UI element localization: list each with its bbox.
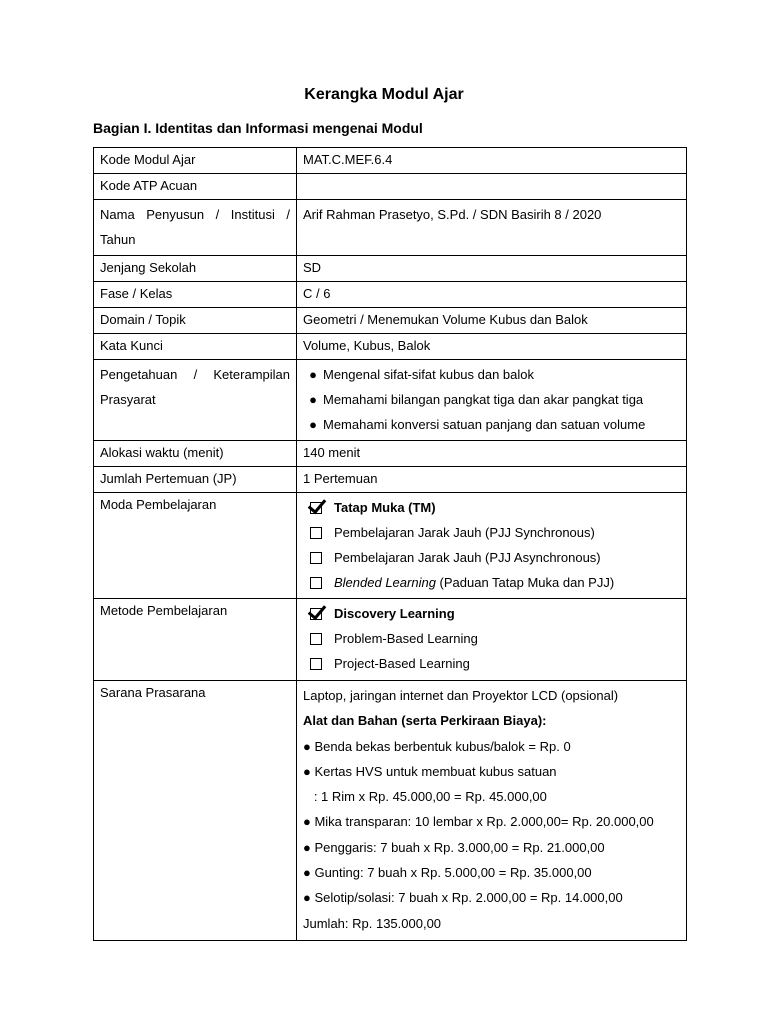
table-row [94, 256, 687, 282]
row-label-penyusun [94, 200, 297, 256]
table-row [94, 441, 687, 467]
moda-option-label: Tatap Muka (TM) [334, 499, 436, 515]
row-value-fase: C / 6 [297, 282, 687, 308]
row-label-fase: Fase / Kelas [94, 282, 297, 308]
sarana-line: ● Benda bekas berbentuk kubus/balok = Rp. 0 [303, 738, 571, 754]
blended-rest-text: (Paduan Tatap Muka dan PJJ) [435, 574, 615, 590]
prasyarat-item-2: Memahami bilangan pangkat tiga dan akar pangkat tiga [323, 392, 644, 407]
sarana-line: ● Selotip/solasi: 7 buah x Rp. 2.000,00 = Rp. 14.000,00 [303, 890, 623, 906]
prasyarat-label-line-1: Pengetahuan / Keterampilan [100, 367, 290, 382]
row-label-kode-atp: Kode ATP Acuan [94, 174, 297, 200]
metode-option-discovery[interactable] [303, 601, 680, 626]
blended-italic-text: Blended Learning [334, 574, 436, 590]
moda-option-tm[interactable] [303, 495, 680, 520]
table-row [94, 599, 687, 681]
sarana-line: ● Gunting: 7 buah x Rp. 5.000,00 = Rp. 35.000,00 [303, 865, 592, 881]
checkbox-checked-icon[interactable] [310, 502, 322, 514]
row-value-jenjang: SD [297, 256, 687, 282]
bullet-icon: ● [309, 392, 317, 407]
list-item [303, 387, 680, 412]
checkbox-empty-icon[interactable] [310, 577, 322, 589]
bullet-icon: ● [309, 367, 317, 382]
table-row [94, 681, 687, 941]
row-value-alokasi: 140 menit [297, 441, 687, 467]
metode-option-project[interactable] [303, 651, 680, 676]
metode-option-problem[interactable] [303, 626, 680, 651]
checkbox-empty-icon[interactable] [310, 527, 322, 539]
row-label-prasyarat [94, 360, 297, 441]
bullet-icon: ● [309, 417, 317, 432]
moda-option-label [334, 573, 614, 593]
row-label-kata-kunci: Kata Kunci [94, 334, 297, 360]
prasyarat-item-3: Memahami konversi satuan panjang dan satuan volume [323, 417, 646, 432]
table-row [94, 200, 687, 256]
list-item [303, 412, 680, 437]
row-label-metode: Metode Pembelajaran [94, 599, 297, 681]
row-value-kode-modul: MAT.C.MEF.6.4 [297, 148, 687, 174]
moda-option-pjj-sync[interactable] [303, 520, 680, 545]
prasyarat-label-line-2: Prasyarat [100, 392, 156, 407]
table-row [94, 282, 687, 308]
table-row [94, 308, 687, 334]
metode-option-label: Discovery Learning [334, 605, 455, 621]
table-row [94, 467, 687, 493]
document-title: Kerangka Modul Ajar [304, 86, 464, 103]
moda-option-blended[interactable] [303, 570, 680, 595]
penyusun-label-line-2: Tahun [100, 232, 136, 247]
table-row [94, 148, 687, 174]
sarana-line: ● Mika transparan: 10 lembar x Rp. 2.000,00= Rp. 20.000,00 [303, 814, 654, 830]
sarana-line: : 1 Rim x Rp. 45.000,00 = Rp. 45.000,00 [303, 789, 547, 805]
row-value-domain: Geometri / Menemukan Volume Kubus dan Balok [297, 308, 687, 334]
prasyarat-item-1: Mengenal sifat-sifat kubus dan balok [323, 367, 535, 382]
checkbox-empty-icon[interactable] [310, 552, 322, 564]
table-row [94, 334, 687, 360]
sarana-line: ● Penggaris: 7 buah x Rp. 3.000,00 = Rp. 21.000,00 [303, 839, 605, 855]
table-row [94, 493, 687, 599]
penyusun-label-line-1: Nama Penyusun / Institusi / [100, 207, 290, 222]
list-item [303, 362, 680, 387]
moda-option-pjj-async[interactable] [303, 545, 680, 570]
row-label-alokasi: Alokasi waktu (menit) [94, 441, 297, 467]
row-value-kata-kunci: Volume, Kubus, Balok [297, 334, 687, 360]
row-label-domain: Domain / Topik [94, 308, 297, 334]
row-value-penyusun: Arif Rahman Prasetyo, S.Pd. / SDN Basirih 8 / 2020 [297, 200, 687, 256]
sarana-line: ● Kertas HVS untuk membuat kubus satuan [303, 763, 557, 779]
row-label-pertemuan: Jumlah Pertemuan (JP) [94, 467, 297, 493]
row-value-kode-atp [297, 174, 687, 200]
checkbox-checked-icon[interactable] [310, 608, 322, 620]
row-label-kode-modul: Kode Modul Ajar [94, 148, 297, 174]
sarana-line: Laptop, jaringan internet dan Proyektor LCD (opsional) [303, 688, 619, 703]
row-label-jenjang: Jenjang Sekolah [94, 256, 297, 282]
row-value-metode [297, 599, 687, 681]
sarana-subheading: Alat dan Bahan (serta Perkiraan Biaya): [303, 713, 547, 729]
row-value-sarana [297, 681, 687, 941]
metode-option-label: Project-Based Learning [334, 655, 470, 671]
row-label-moda: Moda Pembelajaran [94, 493, 297, 599]
section-title: Bagian I. Identitas dan Informasi mengenai Modul [93, 120, 423, 136]
table-row [94, 174, 687, 200]
module-info-table [93, 147, 687, 941]
checkbox-empty-icon[interactable] [310, 633, 322, 645]
row-label-sarana: Sarana Prasarana [94, 681, 297, 941]
row-value-prasyarat [297, 360, 687, 441]
table-row [94, 360, 687, 441]
moda-option-label: Pembelajaran Jarak Jauh (PJJ Asynchronous) [334, 549, 601, 565]
sarana-total: Jumlah: Rp. 135.000,00 [303, 915, 442, 931]
row-value-moda [297, 493, 687, 599]
checkbox-empty-icon[interactable] [310, 658, 322, 670]
moda-option-label: Pembelajaran Jarak Jauh (PJJ Synchronous) [334, 524, 595, 540]
row-value-pertemuan: 1 Pertemuan [297, 467, 687, 493]
metode-option-label: Problem-Based Learning [334, 630, 478, 646]
